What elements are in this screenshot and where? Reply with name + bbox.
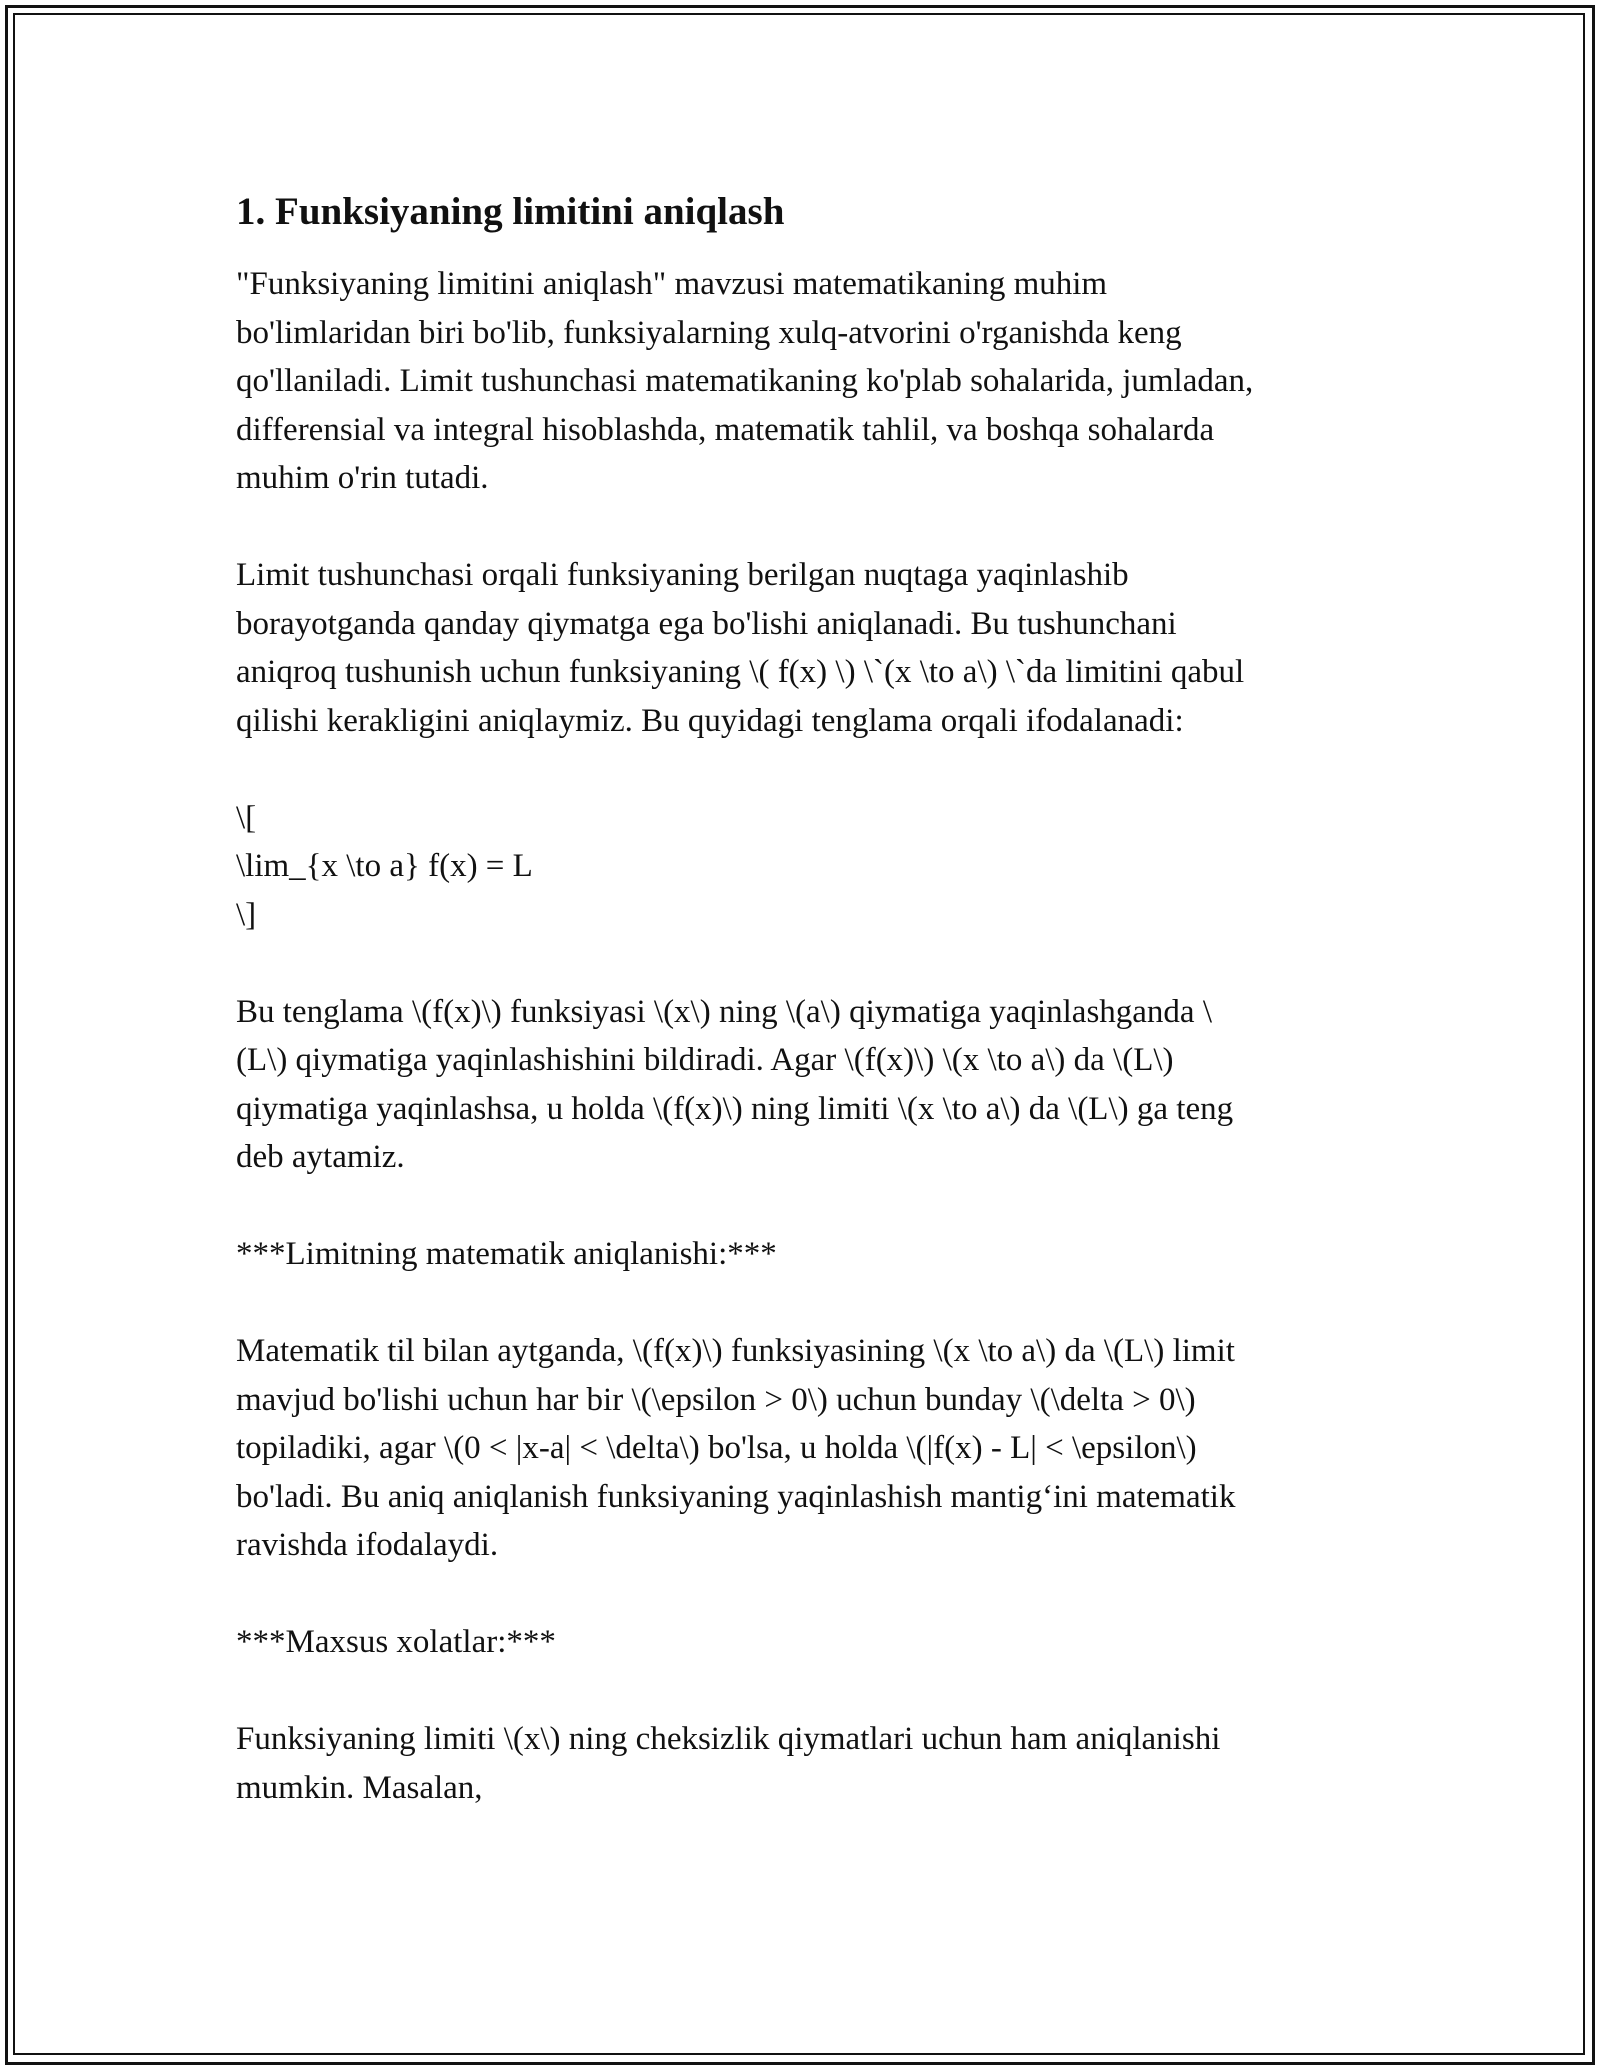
section-heading: 1. Funksiyaning limitini aniqlash <box>236 190 785 233</box>
text-line: "Funksiyaning limitini aniqlash" mavzusi matematikaning muhim <box>236 266 1108 302</box>
text-line: Funksiyaning limiti \(x\) ning cheksizlik qiymatlari uchun ham aniqlanishi <box>236 1721 1221 1757</box>
text-line: ravishda ifodalaydi. <box>236 1527 499 1563</box>
text-line: mavjud bo'lishi uchun har bir \(\epsilon > 0\) uchun bunday \(\delta > 0\) <box>236 1381 1196 1418</box>
text-line: aniqroq tushunish uchun funksiyaning \( f(x) \) \`(x \to a\) \`da limitini qabul <box>236 654 1245 690</box>
text-line: qiymatiga yaqinlashsa, u holda \(f(x)\) ning limiti \(x \to a\) da \(L\) ga teng <box>236 1090 1234 1127</box>
text-line: qilishi kerakligini aniqlaymiz. Bu quyidagi tenglama orqali ifodalanadi: <box>236 702 1184 739</box>
formula-line: \[ <box>236 799 257 836</box>
text-line: Limit tushunchasi orqali funksiyaning berilgan nuqtaga yaqinlashib <box>236 557 1129 593</box>
paragraph-infinity <box>236 1715 1376 1812</box>
paragraph-intro <box>236 260 1376 503</box>
text-line: borayotganda qanday qiymatga ega bo'lishi aniqlanadi. Bu tushunchani <box>236 605 1177 642</box>
paragraph-epsilon-delta <box>236 1327 1376 1570</box>
subheading-special-cases <box>236 1618 1376 1667</box>
document-body <box>236 184 1376 1861</box>
text-line: ***Maxsus xolatlar:*** <box>236 1624 556 1660</box>
paragraph-equation-meaning <box>236 988 1376 1182</box>
subheading-definition <box>236 1230 1376 1279</box>
formula-block <box>236 794 1376 940</box>
text-line: bo'limlaridan biri bo'lib, funksiyalarning xulq-atvorini o'rganishda keng <box>236 314 1182 351</box>
text-line: deb aytamiz. <box>236 1139 405 1175</box>
formula-line: \] <box>236 896 257 933</box>
text-line: mumkin. Masalan, <box>236 1769 483 1806</box>
text-line: qo'llaniladi. Limit tushunchasi matematikaning ko'plab sohalarida, jumladan, <box>236 363 1254 399</box>
text-line: ***Limitning matematik aniqlanishi:*** <box>236 1236 777 1272</box>
text-line: Bu tenglama \(f(x)\) funksiyasi \(x\) ning \(a\) qiymatiga yaqinlashganda \ <box>236 993 1212 1030</box>
text-line: differensial va integral hisoblashda, matematik tahlil, va boshqa sohalarda <box>236 411 1215 448</box>
text-line: Matematik til bilan aytganda, \(f(x)\) funksiyasining \(x \to a\) da \(L\) limit <box>236 1333 1235 1369</box>
text-line: muhim o'rin tutadi. <box>236 460 489 496</box>
text-line: (L\) qiymatiga yaqinlashishini bildiradi. Agar \(f(x)\) \(x \to a\) da \(L\) <box>236 1042 1174 1078</box>
text-line: bo'ladi. Bu aniq aniqlanish funksiyaning yaqinlashish mantig‘ini matematik <box>236 1478 1236 1515</box>
formula-line: \lim_{x \to a} f(x) = L <box>236 848 533 884</box>
text-line: topiladiki, agar \(0 < |x-a| < \delta\) bo'lsa, u holda \(|f(x) - L| < \epsilon\) <box>236 1430 1197 1466</box>
paragraph-limit-concept <box>236 551 1376 745</box>
